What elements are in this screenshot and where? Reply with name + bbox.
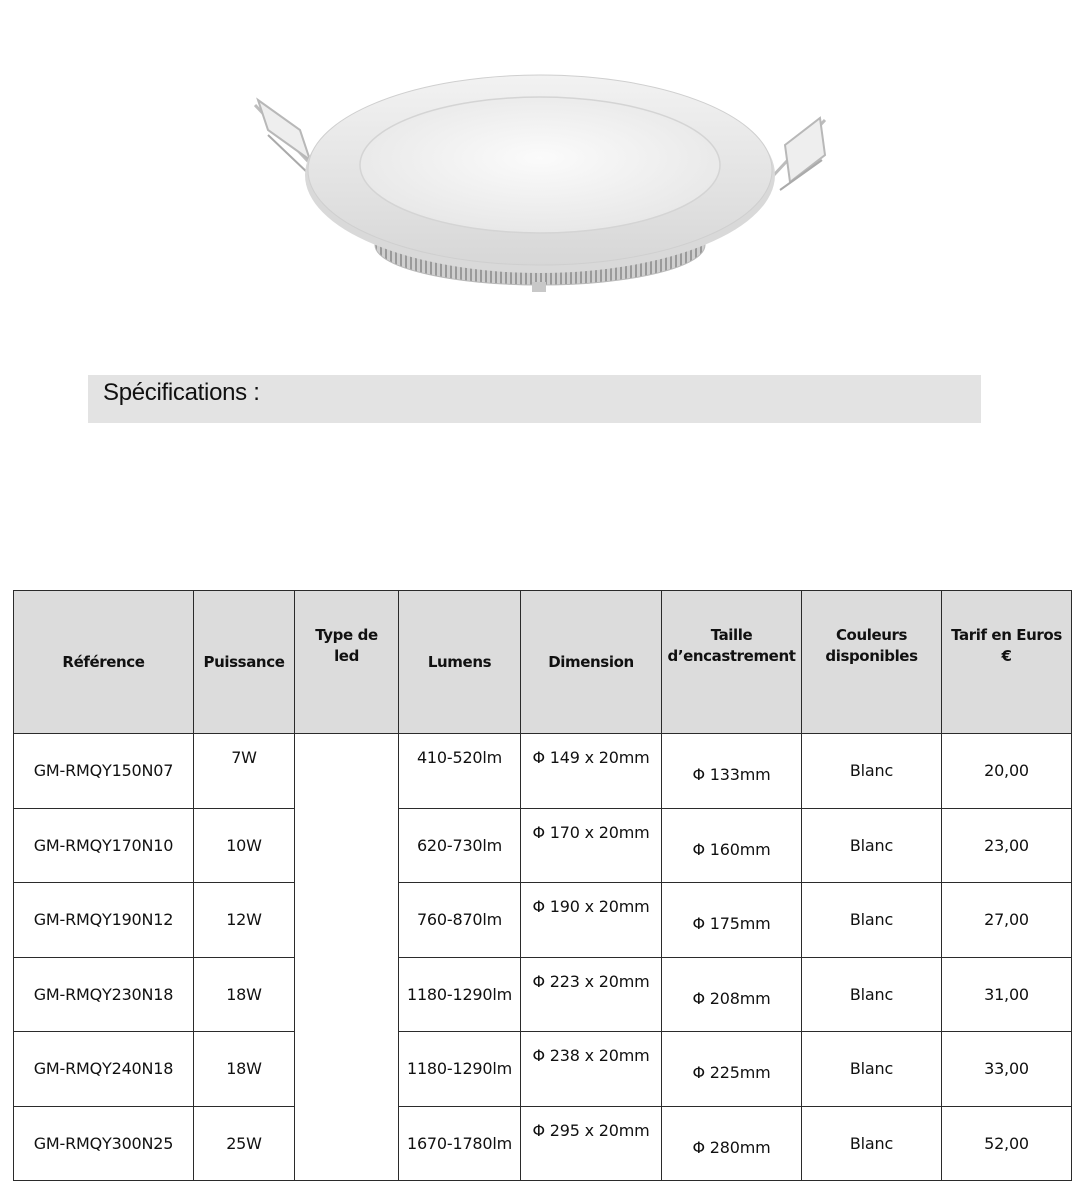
cell-type-led	[295, 734, 399, 1181]
cell-reference: GM-RMQY300N25	[14, 1106, 194, 1181]
cell-tarif: 27,00	[942, 883, 1072, 958]
table-row	[14, 1032, 1072, 1107]
header-dimension: Dimension	[521, 591, 662, 734]
cell-reference: GM-RMQY230N18	[14, 957, 194, 1032]
cell-couleur: Blanc	[802, 883, 942, 958]
specifications-heading: Spécifications :	[103, 379, 260, 406]
cell-couleur: Blanc	[802, 1032, 942, 1107]
cell-taille: Φ 208mm	[662, 957, 802, 1032]
table-row	[14, 808, 1072, 883]
cell-lumens: 620-730lm	[399, 808, 521, 883]
cell-reference: GM-RMQY190N12	[14, 883, 194, 958]
cell-dimension: Φ 149 x 20mm	[521, 734, 662, 809]
cell-couleur: Blanc	[802, 1106, 942, 1181]
cell-tarif: 52,00	[942, 1106, 1072, 1181]
cell-dimension: Φ 223 x 20mm	[521, 957, 662, 1032]
cell-reference: GM-RMQY240N18	[14, 1032, 194, 1107]
cell-puissance: 10W	[194, 808, 295, 883]
cell-tarif: 33,00	[942, 1032, 1072, 1107]
cell-tarif: 23,00	[942, 808, 1072, 883]
cell-dimension: Φ 295 x 20mm	[521, 1106, 662, 1181]
specifications-banner	[88, 375, 981, 423]
cell-taille: Φ 175mm	[662, 883, 802, 958]
cell-puissance: 25W	[194, 1106, 295, 1181]
header-type-led: Type de led	[295, 591, 399, 734]
led-panel-image	[240, 60, 840, 320]
cell-lumens: 1180-1290lm	[399, 957, 521, 1032]
table-header-row	[14, 591, 1072, 734]
cell-dimension: Φ 170 x 20mm	[521, 808, 662, 883]
cell-lumens: 410-520lm	[399, 734, 521, 809]
table-row	[14, 883, 1072, 958]
header-couleurs: Couleurs disponibles	[802, 591, 942, 734]
cell-reference: GM-RMQY170N10	[14, 808, 194, 883]
cell-lumens: 760-870lm	[399, 883, 521, 958]
cell-dimension: Φ 238 x 20mm	[521, 1032, 662, 1107]
header-tarif: Tarif en Euros €	[942, 591, 1072, 734]
cell-couleur: Blanc	[802, 808, 942, 883]
cell-taille: Φ 225mm	[662, 1032, 802, 1107]
cell-puissance: 18W	[194, 1032, 295, 1107]
cell-taille: Φ 280mm	[662, 1106, 802, 1181]
cell-lumens: 1670-1780lm	[399, 1106, 521, 1181]
table-row	[14, 957, 1072, 1032]
header-taille-encastrement: Taille d’encastrement	[662, 591, 802, 734]
header-reference: Référence	[14, 591, 194, 734]
cell-taille: Φ 133mm	[662, 734, 802, 809]
header-lumens: Lumens	[399, 591, 521, 734]
cell-puissance: 7W	[194, 734, 295, 809]
header-puissance: Puissance	[194, 591, 295, 734]
cell-taille: Φ 160mm	[662, 808, 802, 883]
cell-lumens: 1180-1290lm	[399, 1032, 521, 1107]
cell-puissance: 18W	[194, 957, 295, 1032]
cell-puissance: 12W	[194, 883, 295, 958]
cell-tarif: 31,00	[942, 957, 1072, 1032]
cell-couleur: Blanc	[802, 734, 942, 809]
cell-dimension: Φ 190 x 20mm	[521, 883, 662, 958]
cell-tarif: 20,00	[942, 734, 1072, 809]
table-row	[14, 1106, 1072, 1181]
specifications-table	[13, 590, 1072, 1181]
cell-couleur: Blanc	[802, 957, 942, 1032]
cell-reference: GM-RMQY150N07	[14, 734, 194, 809]
table-row	[14, 734, 1072, 809]
